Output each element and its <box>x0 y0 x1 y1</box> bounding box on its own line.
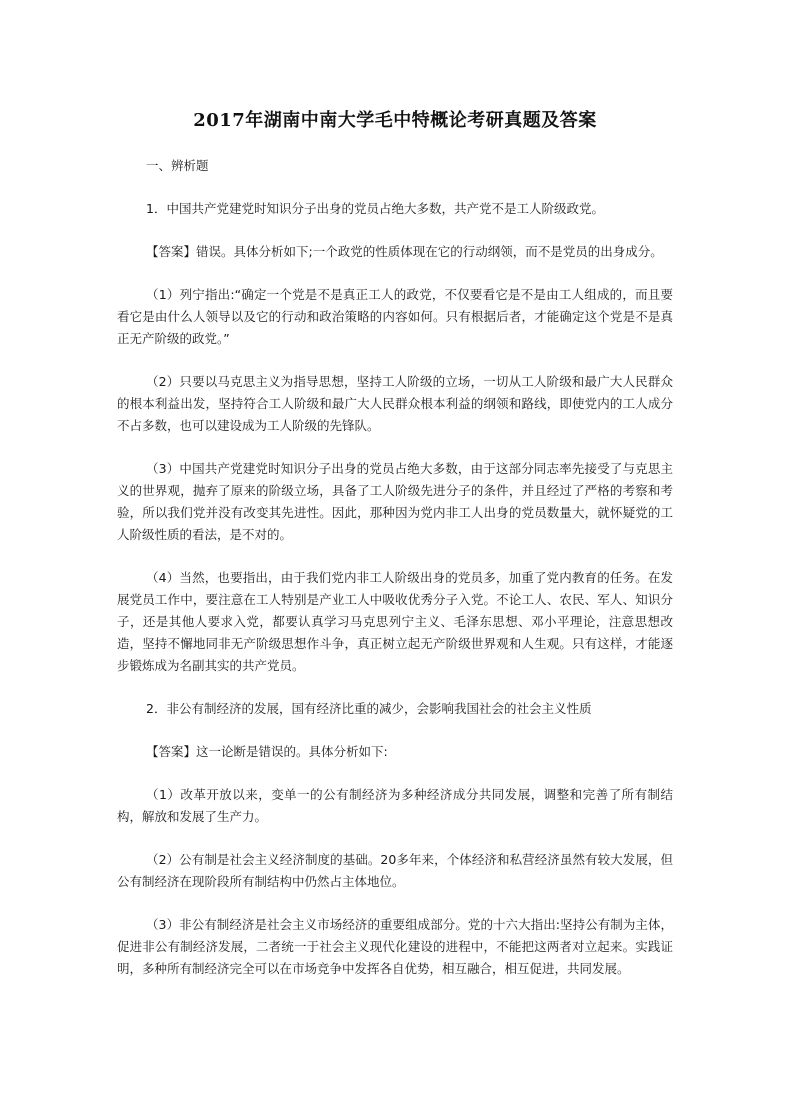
answer-2-point: （1）改革开放以来，变单一的公有制经济为多种经济成分共同发展，调整和完善了所有制结构，解放和发展了生产力。 <box>117 787 673 824</box>
answer-tag: 【答案】 <box>146 244 197 259</box>
answer-2-point: （3）非公有制经济是社会主义市场经济的重要组成部分。党的十六大指出:坚持公有制为主体，促进非公有制经济发展，二者统一于社会主义现代化建设的进程中，不能把这两者对立起来。实践证明，多种所有制经济完全可以在市场竞争中发挥各自优势，相互融合，相互促进，共同发展。 <box>117 917 673 976</box>
answer-1-point: （1）列宁指出:“确定一个党是不是真正工人的政党，不仅要看它是不是由工人组成的，而且要看它是由什么人领导以及它的行动和政治策略的内容如何。只有根据后者，才能确定这个党是不是真正无产阶级的政党。” <box>117 287 673 346</box>
answer-2-point: （2）公有制是社会主义经济制度的基础。20多年来，个体经济和私营经济虽然有较大发展，但公有制经济在现阶段所有制结构中仍然占主体地位。 <box>117 852 673 889</box>
answer-1-point: （3）中国共产党建党时知识分子出身的党员占绝大多数，由于这部分同志率先接受了与克思主义的世界观，抛弃了原来的阶级立场，具备了工人阶级先进分子的条件，并且经过了严格的考察和考验，所以我们党并没有改变其先进性。因此，那种因为党内非工人出身的党员数量大，就怀疑党的工人阶级性质的看法，是不对的。 <box>117 461 673 542</box>
answer-text: 这一论断是错误的。具体分析如下: <box>196 744 388 759</box>
question-2: 2．非公有制经济的发展，国有经济比重的减少，会影响我国社会的社会主义性质 <box>146 701 592 716</box>
answer-tag: 【答案】 <box>146 744 197 759</box>
document-body <box>117 155 673 1001</box>
question-1: 1．中国共产党建党时知识分子出身的党员占绝大多数，共产党不是工人阶级政党。 <box>146 201 604 216</box>
answer-text: 错误。具体分析如下;一个政党的性质体现在它的行动纲领，而不是党员的出身成分。 <box>196 244 663 259</box>
answer-1-point: （2）只要以马克思主义为指导思想，坚持工人阶级的立场，一切从工人阶级和最广大人民群众的根本利益出发，坚持符合工人阶级和最广大人民群众根本利益的纲领和路线，即使党内的工人成分不占多数，也可以建设成为工人阶级的先锋队。 <box>117 374 673 433</box>
document-title: 2017年湖南中南大学毛中特概论考研真题及答案 <box>193 110 597 131</box>
section-heading: 一、辨析题 <box>146 158 209 173</box>
answer-2 <box>117 741 673 763</box>
answer-1-point: （4）当然，也要指出，由于我们党内非工人阶级出身的党员多，加重了党内教育的任务。在发展党员工作中，要注意在工人特别是产业工人中吸收优秀分子入党。不论工人、农民、军人、知识分子，还是其他人要求入党，都要认真学习马克思列宁主义、毛泽东思想、邓小平理论，注意思想改造，坚持不懈地同非无产阶级思想作斗争，真正树立起无产阶级世界观和人生观。只有这样，才能逐步锻炼成为名副其实的共产党员。 <box>117 570 673 673</box>
answer-1 <box>117 241 673 263</box>
